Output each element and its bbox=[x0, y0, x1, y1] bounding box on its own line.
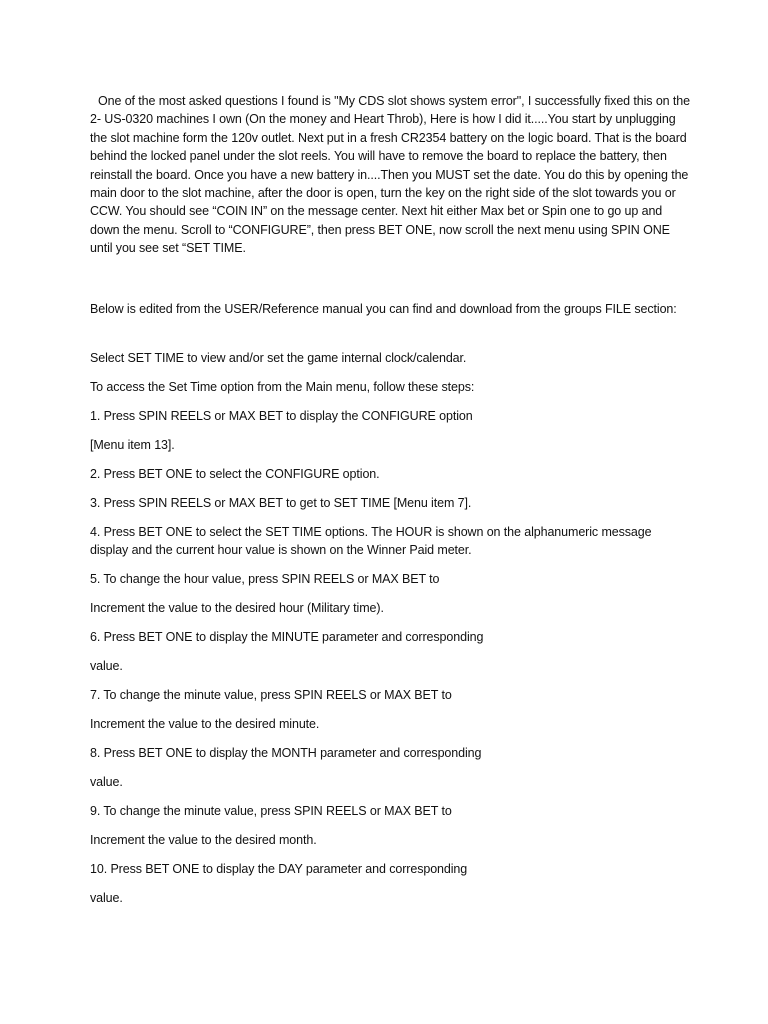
step-3: 3. Press SPIN REELS or MAX BET to get to SET TIME [Menu item 7]. bbox=[90, 496, 472, 510]
document-body bbox=[90, 92, 690, 905]
intro-paragraph: One of the most asked questions I found is "My CDS slot shows system error", I successfully fixed this on the 2- US-0320 machines I own (On the money and Heart Throb), Here is how I did it.....You start by unplugging the slot machine form the 120v outlet. Next put in a fresh CR2354 battery on the logic board. That is the board behind the locked panel under the slot reels. You will have to remove the board to replace the battery, then reinstall the board. Once you have a new battery in....Then you MUST set the date. You do this by opening the main door to the slot machine, after the door is open, turn the key on the right side of the slot towards you or CCW. You should see “COIN IN” on the message center. Next hit either Max bet or Spin one to go up and down the menu. Scroll to “CONFIGURE”, then press BET ONE, now scroll the next menu using SPIN ONE until you see set “SET TIME. bbox=[90, 94, 690, 256]
paragraph-set-time-intro: Select SET TIME to view and/or set the game internal clock/calendar. bbox=[90, 351, 467, 365]
step-4: 4. Press BET ONE to select the SET TIME options. The HOUR is shown on the alphanumeric message display and the current hour value is shown on the Winner Paid meter. bbox=[90, 525, 652, 558]
step-6-continued: value. bbox=[90, 659, 123, 673]
step-7-continued: Increment the value to the desired minute. bbox=[90, 717, 320, 731]
step-1: 1. Press SPIN REELS or MAX BET to display the CONFIGURE option bbox=[90, 409, 473, 423]
step-9: 9. To change the minute value, press SPIN REELS or MAX BET to bbox=[90, 804, 452, 818]
paragraph-access-steps: To access the Set Time option from the Main menu, follow these steps: bbox=[90, 380, 475, 394]
step-8: 8. Press BET ONE to display the MONTH parameter and corresponding bbox=[90, 746, 482, 760]
manual-lead-paragraph: Below is edited from the USER/Reference manual you can find and download from the groups FILE section: bbox=[90, 302, 677, 316]
step-2: 2. Press BET ONE to select the CONFIGURE option. bbox=[90, 467, 380, 481]
step-8-continued: value. bbox=[90, 775, 123, 789]
step-5-continued: Increment the value to the desired hour (Military time). bbox=[90, 601, 384, 615]
step-9-continued: Increment the value to the desired month. bbox=[90, 833, 317, 847]
step-10: 10. Press BET ONE to display the DAY parameter and corresponding bbox=[90, 862, 468, 876]
step-6: 6. Press BET ONE to display the MINUTE parameter and corresponding bbox=[90, 630, 484, 644]
step-7: 7. To change the minute value, press SPIN REELS or MAX BET to bbox=[90, 688, 452, 702]
step-5: 5. To change the hour value, press SPIN REELS or MAX BET to bbox=[90, 572, 440, 586]
step-1-continued: [Menu item 13]. bbox=[90, 438, 175, 452]
step-10-continued: value. bbox=[90, 891, 123, 905]
